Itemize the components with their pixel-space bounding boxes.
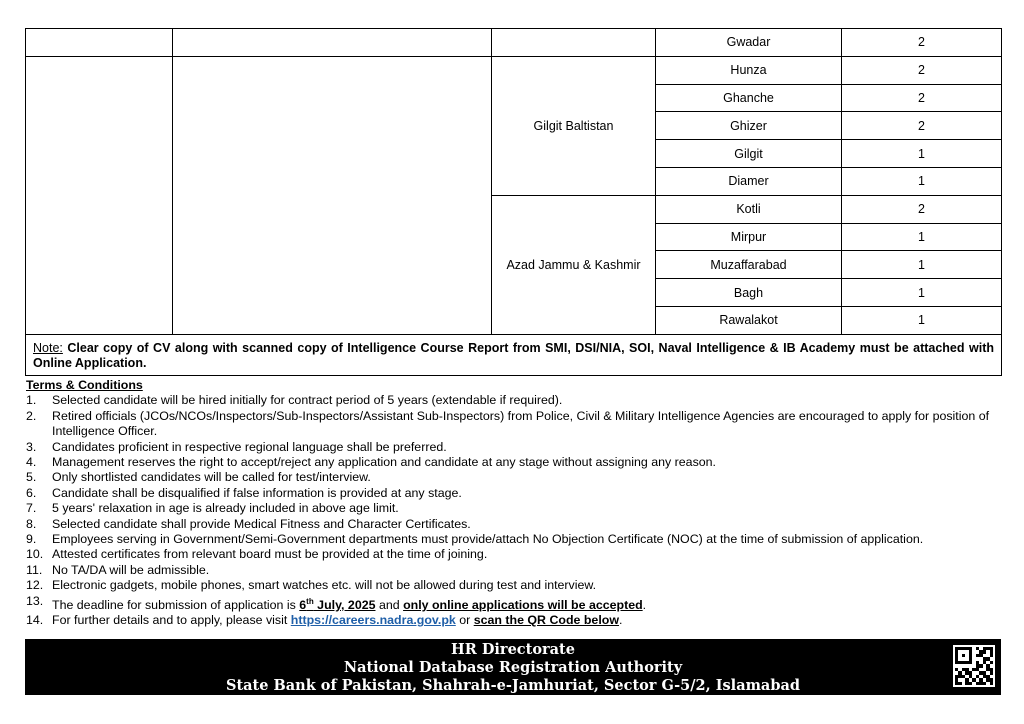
careers-link[interactable]: https://careers.nadra.gov.pk: [290, 613, 456, 628]
region-cell: Azad Jammu & Kashmir: [492, 195, 656, 334]
footer-banner: [25, 639, 1001, 695]
note-label: Note:: [33, 340, 63, 355]
term-text: Candidate shall be disqualified if false information is provided at any stage.: [52, 485, 462, 500]
term-item: [26, 532, 1002, 547]
empty-cell: [26, 56, 173, 334]
term-number: 3.: [26, 439, 37, 454]
posts-cell: 2: [842, 112, 1002, 140]
term-text: Management reserves the right to accept/reject any application and candidate at any stage without assigning any reason.: [52, 455, 716, 470]
district-cell: Ghizer: [656, 112, 842, 140]
district-cell: Ghanche: [656, 84, 842, 112]
posts-cell: 1: [842, 167, 1002, 195]
term-text: For further details and to apply, please visit https://careers.nadra.gov.pk or scan the QR Code below.: [52, 613, 623, 628]
vacancy-table: [25, 28, 1002, 376]
posts-cell: 1: [842, 279, 1002, 307]
term-text: Selected candidate will be hired initially for contract period of 5 years (extendable if required).: [52, 393, 563, 408]
district-cell: Rawalakot: [656, 306, 842, 334]
posts-cell: 2: [842, 29, 1002, 57]
term-item: [26, 486, 1002, 501]
posts-cell: 2: [842, 56, 1002, 84]
region-cell: Gilgit Baltistan: [492, 56, 656, 195]
term-item: [26, 578, 1002, 593]
posts-cell: 2: [842, 84, 1002, 112]
term-text: Employees serving in Government/Semi-Government departments must provide/attach No Objection Certificate (NOC) at the time of submission of application.: [52, 532, 924, 547]
term-item: [26, 455, 1002, 470]
district-cell: Muzaffarabad: [656, 251, 842, 279]
term-number: 9.: [26, 532, 37, 547]
district-cell: Diamer: [656, 167, 842, 195]
term-text: Attested certificates from relevant board must be provided at the time of joining.: [52, 547, 488, 562]
term-text: The deadline for submission of application is 6th July, 2025 and only online applications will be accepted.: [52, 596, 647, 612]
note-row: [26, 334, 1002, 375]
district-cell: Gwadar: [656, 29, 842, 57]
term-item: [26, 613, 1002, 628]
posts-cell: 2: [842, 195, 1002, 223]
term-text: Selected candidate shall provide Medical Fitness and Character Certificates.: [52, 516, 471, 531]
term-item: [26, 501, 1002, 516]
district-cell: Gilgit: [656, 140, 842, 168]
terms-and-conditions: [26, 378, 1002, 629]
term-number: 6.: [26, 485, 37, 500]
posts-cell: 1: [842, 251, 1002, 279]
note-text: Clear copy of CV along with scanned copy of Intelligence Course Report from SMI, DSI/NIA, SOI, Naval Intelligence & IB Academy must be attached with Online Application.: [33, 340, 994, 370]
term-number: 8.: [26, 516, 37, 531]
terms-heading: Terms & Conditions: [26, 378, 143, 392]
footer-address: State Bank of Pakistan, Shahrah-e-Jamhuriat, Sector G-5/2, Islamabad: [225, 677, 801, 694]
term-number: 14.: [26, 613, 44, 628]
terms-list: [26, 393, 1002, 593]
term-item: [26, 409, 1002, 440]
district-cell: Bagh: [656, 279, 842, 307]
deadline-date: 6th July, 2025: [299, 596, 376, 612]
district-cell: Hunza: [656, 56, 842, 84]
term-text: No TA/DA will be admissible.: [52, 562, 210, 577]
term-number: 5.: [26, 470, 37, 485]
term-item: [26, 393, 1002, 408]
posts-cell: 1: [842, 306, 1002, 334]
term-item: [26, 517, 1002, 532]
district-cell: Mirpur: [656, 223, 842, 251]
footer-organization: National Database Registration Authority: [343, 659, 683, 676]
table-row: [26, 29, 1002, 57]
term-number: 7.: [26, 501, 37, 516]
footer-department: HR Directorate: [451, 641, 575, 658]
table-row: [26, 56, 1002, 84]
empty-cell: [26, 29, 173, 57]
term-text: Only shortlisted candidates will be called for test/interview.: [52, 470, 371, 485]
term-number: 13.: [26, 593, 44, 608]
posts-cell: 1: [842, 223, 1002, 251]
qr-code-icon[interactable]: [953, 645, 995, 687]
term-number: 2.: [26, 408, 37, 423]
term-text: Candidates proficient in respective regional language shall be preferred.: [52, 439, 447, 454]
term-number: 11.: [26, 562, 43, 577]
term-number: 10.: [26, 547, 44, 562]
term-number: 12.: [26, 578, 44, 593]
term-number: 1.: [26, 393, 37, 408]
online-only-notice: only online applications will be accepted: [403, 597, 643, 612]
term-item: [26, 547, 1002, 562]
term-item: [26, 470, 1002, 485]
term-item: [26, 440, 1002, 455]
empty-cell: [492, 29, 656, 57]
empty-cell: [173, 56, 492, 334]
term-item: [26, 563, 1002, 578]
empty-cell: [173, 29, 492, 57]
note-cell: [26, 334, 1002, 375]
posts-cell: 1: [842, 140, 1002, 168]
term-text: 5 years' relaxation in age is already included in above age limit.: [52, 501, 399, 516]
district-cell: Kotli: [656, 195, 842, 223]
term-number: 4.: [26, 455, 37, 470]
scan-qr-text: scan the QR Code below: [473, 613, 619, 628]
term-text: Retired officials (JCOs/NCOs/Inspectors/Sub-Inspectors/Assistant Sub-Inspectors) from Police, Civil & Military Intelligence Agencies are encouraged to apply for position of Intelligence Officer.: [52, 408, 990, 439]
term-item: [26, 594, 1002, 614]
term-text: Electronic gadgets, mobile phones, smart watches etc. will not be allowed during test and interview.: [52, 578, 597, 593]
